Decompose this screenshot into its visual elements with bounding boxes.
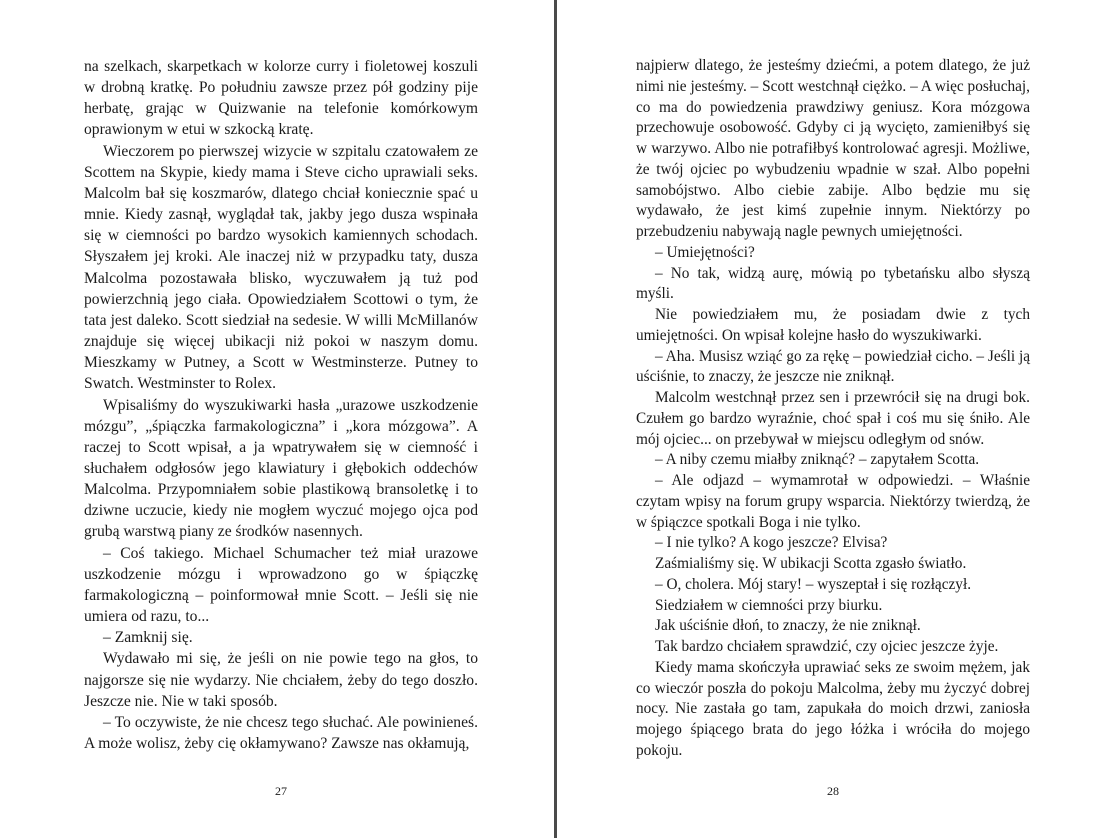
paragraph: Tak bardzo chciałem sprawdzić, czy ojciec jeszcze żyje. xyxy=(655,638,999,655)
page-number-left: 27 xyxy=(275,784,287,798)
paragraph: Wpisaliśmy do wyszukiwarki hasła „urazowe uszkodzenie mózgu”, „śpiączka farmakologiczna” i „kora mózgowa”. A raczej to Scott wpisał, a ja wpatrywałem się w ciemność i słuchałem odgłosów jego klawiatury i głębokich oddechów Malcolma. Przypomniałem sobie plastikową bransoletkę i to dziwne uczucie, kiedy nie mogłem wyczuć mojego ojca pod grubą warstwą piany ze środków nasennych. xyxy=(84,396,478,541)
paragraph: Malcolm westchnął przez sen i przewrócił się na drugi bok. Czułem go bardzo wyraźnie, choć spał i coś mu się śniło. Ale mój ojciec... on przebywał w miejscu odległym od snów. xyxy=(636,389,1030,448)
page-number-right: 28 xyxy=(827,784,839,798)
paragraph: Wydawało mi się, że jeśli on nie powie tego na głos, to najgorsze się nie wydarzy. Nie chciałem, żeby do tego doszło. Jeszcze nie. Nie w taki sposób. xyxy=(84,650,478,710)
paragraph: – No tak, widzą aurę, mówią po tybetańsku albo słyszą myśli. xyxy=(636,264,1030,303)
paragraph: – To oczywiste, że nie chcesz tego słuchać. Ale powinieneś. A może wolisz, żeby cię okłamywano? Zawsze nas okłamują, xyxy=(84,713,478,752)
paragraph: – A niby czemu miałby zniknąć? – zapytałem Scotta. xyxy=(655,451,980,469)
paragraph: Nie powiedziałem mu, że posiadam dwie z tych umiejętności. On wpisał kolejne hasło do wyszukiwarki. xyxy=(636,306,1030,344)
paragraph: – Ale odjazd – wymamrotał w odpowiedzi. – Właśnie czytam wpisy na forum grupy wsparcia. Niektórzy twierdzą, że w śpiączce spotkali Boga i nie tylko. xyxy=(636,472,1030,531)
paragraph: Siedziałem w ciemności przy biurku. xyxy=(655,596,883,614)
page-gutter-divider xyxy=(554,0,557,838)
paragraph: Jak uściśnie dłoń, to znaczy, że nie zniknął. xyxy=(655,617,921,635)
paragraph: najpierw dlatego, że jesteśmy dziećmi, a potem dlatego, że już nimi nie jesteśmy. – Scott westchnął ciężko. – A więc posłuchaj, co ma do powiedzenia prawdziwy geniusz. Kora mózgowa przechowuje osobowość. Gdyby ci ją wycięto, zamieniłbyś się w warzywo. Albo nie potrafiłbyś kontrolować agresji. Możliwe, że twój ojciec po wybudzeniu wpadnie w szał. Albo popełni samobójstwo. Albo ciebie zabije. Albo będzie mu się wydawało, że jest kimś zupełnie innym. Niektórzy po przebudzeniu nabywają nagle pewnych umiejętności. xyxy=(636,57,1030,240)
paragraph: Zaśmialiśmy się. W ubikacji Scotta zgasło światło. xyxy=(655,555,967,572)
paragraph: – Aha. Musisz wziąć go za rękę – powiedział cicho. – Jeśli ją uściśnie, to znaczy, że jeszcze nie zniknął. xyxy=(636,347,1030,386)
paragraph: Kiedy mama skończyła uprawiać seks ze swoim mężem, jak co wieczór poszła do pokoju Malcolma, żeby mu życzyć dobrej nocy. Nie zastała go tam, zapukała do moich drzwi, zaniosła mojego śpiącego brata do jego łóżka i wróciła do mojego pokoju. xyxy=(636,658,1030,759)
paragraph: – I nie tylko? A kogo jeszcze? Elvisa? xyxy=(655,534,888,552)
paragraph: – Coś takiego. Michael Schumacher też miał urazowe uszkodzenie mózgu i wprowadzono go w śpiączkę farmakologiczną – poinformował mnie Scott. – Jeśli się nie umiera od razu, to... xyxy=(84,544,478,626)
paragraph: – Zamknij się. xyxy=(103,629,193,647)
left-page xyxy=(84,56,478,754)
paragraph: Wieczorem po pierwszej wizycie w szpitalu czatowałem ze Scottem na Skypie, kiedy mama i Steve cicho uprawiali seks. Malcolm bał się koszmarów, dlatego chciał koniecznie spać u mnie. Kiedy zasnął, wyglądał tak, jakby jego dusza wspinała się w ciemności po bardzo wysokich kamiennych schodach. Słyszałem jej kroki. Ale inaczej niż w przypadku taty, dusza Malcolma pozostawała blisko, wyczuwałem ją tuż pod powierzchnią jego ciała. Opowiedziałem Scottowi o tym, że tata jest daleko. Scott siedział na sedesie. W willi McMillanów znajduje się więcej ubikacji niż pokoi w naszym domu. Mieszkamy w Putney, a Scott w Westminsterze. Putney to Swatch. Westminster to Rolex. xyxy=(84,142,478,393)
paragraph: – Umiejętności? xyxy=(655,243,755,261)
paragraph: na szelkach, skarpetkach w kolorze curry i fioletowej koszuli w drobną kratkę. Po południu zawsze przez pół godziny pije herbatę, grając w Quizwanie na telefonie komórkowym oprawionym w etui w szkocką kratę. xyxy=(84,58,478,139)
paragraph: – O, cholera. Mój stary! – wyszeptał i się rozłączył. xyxy=(655,575,972,593)
right-page xyxy=(636,56,1030,762)
